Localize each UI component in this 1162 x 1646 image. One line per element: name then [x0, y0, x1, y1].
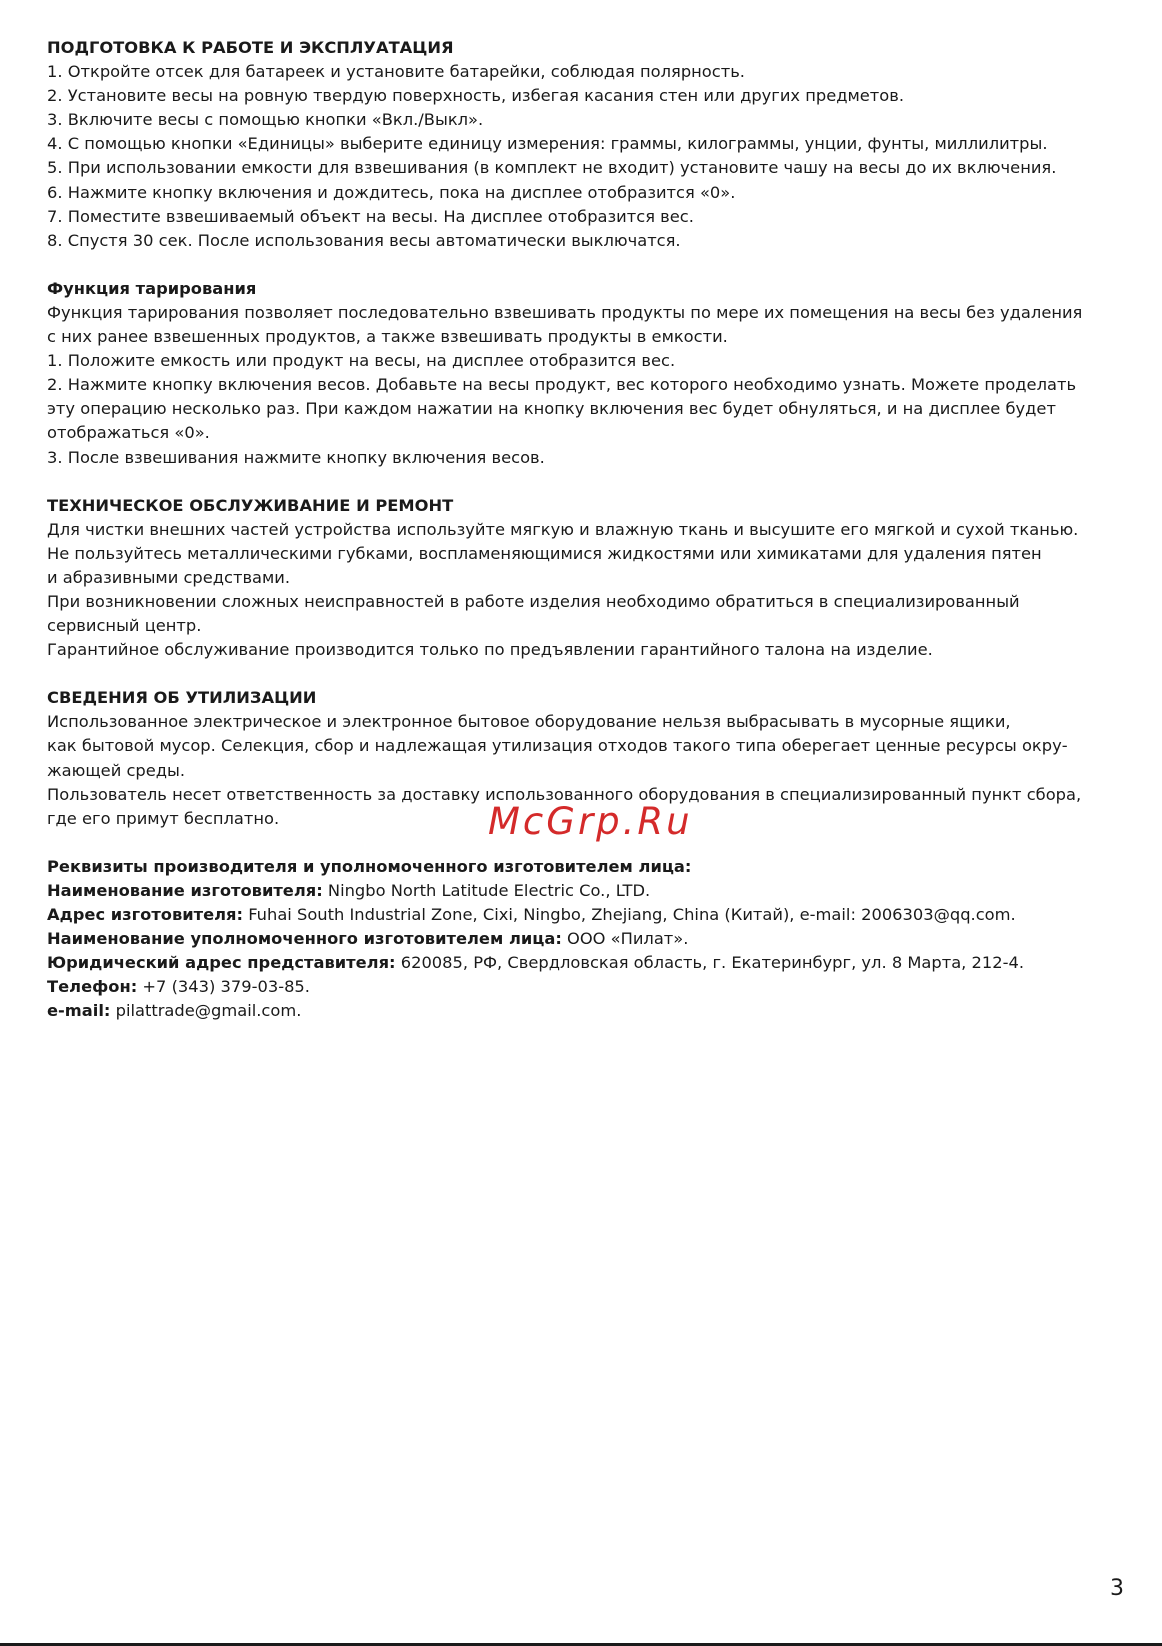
field-value: Fuhai South Industrial Zone, Cixi, Ningbo, Zhejiang, China (Китай), e-mail: 2006303@qq.com.: [243, 905, 1016, 924]
section-title: Функция тарирования: [47, 278, 257, 298]
text-line: отображаться «0».: [47, 423, 210, 443]
text-line: 2. Установите весы на ровную твердую поверхность, избегая касания стен или других предметов.: [47, 86, 905, 106]
text-line: Использованное электрическое и электронное бытовое оборудование нельзя выбрасывать в мусорные ящики,: [47, 712, 1011, 732]
section-title: ПОДГОТОВКА К РАБОТЕ И ЭКСПЛУАТАЦИЯ: [47, 38, 454, 57]
section-tare: [47, 277, 1127, 470]
authorized-person: [47, 927, 1127, 951]
text-line: с них ранее взвешенных продуктов, а также взвешивать продукты в емкости.: [47, 327, 728, 347]
field-label: Наименование уполномоченного изготовителем лица:: [47, 929, 562, 949]
phone: [47, 975, 1127, 999]
field-value: Ningbo North Latitude Electric Co., LTD.: [322, 880, 651, 900]
text-line: как бытовой мусор. Селекция, сбор и надлежащая утилизация отходов такого типа оберегает ценные ресурсы окру-: [47, 736, 1068, 756]
text-line: 4. С помощью кнопки «Единицы» выберите единицу измерения: граммы, килограммы, унции, фунты, миллилитры.: [47, 134, 1048, 154]
field-label: Адрес изготовителя:: [47, 905, 244, 924]
email: [47, 999, 1127, 1023]
field-label: Телефон:: [47, 977, 138, 997]
legal-address: [47, 951, 1127, 975]
section-preparation: [47, 36, 1127, 253]
field-value: 620085, РФ, Свердловская область, г. Екатеринбург, ул. 8 Марта, 212-4.: [395, 953, 1025, 973]
document-body: [47, 36, 1127, 1047]
manufacturer-name: [47, 879, 1127, 903]
section-title: Реквизиты производителя и уполномоченного изготовителем лица:: [47, 856, 692, 876]
text-line: При возникновении сложных неисправностей в работе изделия необходимо обратиться в специализированный: [47, 591, 1020, 611]
page-number: 3: [1110, 1576, 1124, 1601]
field-value: ООО «Пилат».: [561, 929, 689, 949]
field-value: +7 (343) 379-03-85.: [137, 977, 310, 997]
section-manufacturer: [47, 855, 1127, 1024]
text-line: 3. После взвешивания нажмите кнопку включения весов.: [47, 447, 545, 467]
text-line: 1. Положите емкость или продукт на весы, на дисплее отобразится вес.: [47, 351, 676, 371]
watermark: McGrp.Ru: [488, 800, 693, 843]
section-title: ТЕХНИЧЕСКОЕ ОБСЛУЖИВАНИЕ И РЕМОНТ: [47, 495, 454, 515]
text-line: 8. Спустя 30 сек. После использования весы автоматически выключатся.: [47, 230, 681, 250]
manufacturer-address: [47, 903, 1127, 927]
text-line: 6. Нажмите кнопку включения и дождитесь, пока на дисплее отобразится «0».: [47, 182, 736, 202]
text-line: 2. Нажмите кнопку включения весов. Добавьте на весы продукт, вес которого необходимо узнать. Можете проделать: [47, 375, 1077, 395]
text-line: 3. Включите весы с помощью кнопки «Вкл./Выкл».: [47, 110, 484, 130]
text-line: 7. Поместите взвешиваемый объект на весы. На дисплее отобразится вес.: [47, 206, 694, 226]
text-line: 1. Откройте отсек для батареек и установите батарейки, соблюдая полярность.: [47, 62, 745, 82]
text-line: жающей среды.: [47, 760, 186, 780]
text-line: Функция тарирования позволяет последовательно взвешивать продукты по мере их помещения на весы без удаления: [47, 302, 1083, 322]
field-value: pilattrade@gmail.com.: [110, 1001, 302, 1021]
field-label: e-mail:: [47, 1001, 111, 1021]
text-line: Не пользуйтесь металлическими губками, воспламеняющимися жидкостями или химикатами для удаления пятен: [47, 543, 1042, 563]
section-maintenance: [47, 494, 1127, 663]
text-line: 5. При использовании емкости для взвешивания (в комплект не входит) установите чашу на весы до их включения.: [47, 158, 1057, 178]
text-line: сервисный центр.: [47, 616, 202, 636]
text-line: Гарантийное обслуживание производится только по предъявлении гарантийного талона на изделие.: [47, 640, 933, 660]
section-title: СВЕДЕНИЯ ОБ УТИЛИЗАЦИИ: [47, 688, 317, 708]
text-line: где его примут бесплатно.: [47, 808, 280, 828]
field-label: Юридический адрес представителя:: [47, 953, 396, 973]
field-label: Наименование изготовителя:: [47, 880, 323, 900]
text-line: Пользователь несет ответственность за доставку использованного оборудования в специализированный пункт сбора,: [47, 784, 1082, 804]
text-line: Для чистки внешних частей устройства используйте мягкую и влажную ткань и высушите его мягкой и сухой тканью.: [47, 519, 1079, 539]
text-line: эту операцию несколько раз. При каждом нажатии на кнопку включения вес будет обнуляться, и на дисплее будет: [47, 399, 1056, 419]
text-line: и абразивными средствами.: [47, 567, 291, 587]
